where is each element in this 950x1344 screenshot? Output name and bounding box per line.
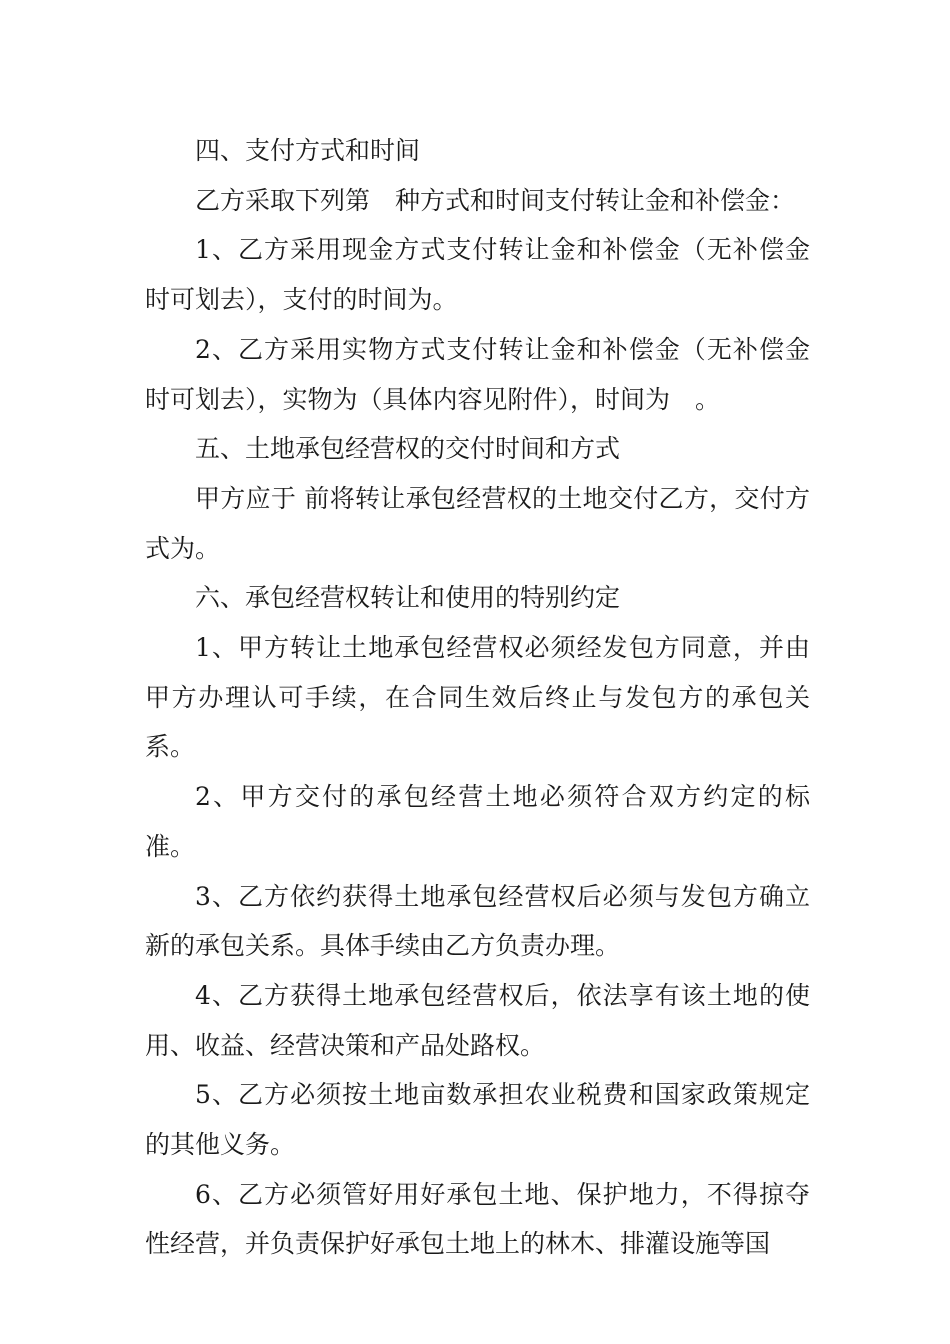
section-heading-delivery: 五、土地承包经营权的交付时间和方式 — [195, 434, 621, 464]
paragraph: 3、乙方依约获得土地承包经营权后必须与发包方确立新的承包关系。具体手续由乙方负责办理。 — [145, 881, 810, 961]
paragraph: 4、乙方获得土地承包经营权后，依法享有该土地的使用、收益、经营决策和产品处路权。 — [145, 980, 810, 1060]
paragraph: 甲方应于 前将转让承包经营权的土地交付乙方，交付方式为。 — [145, 483, 810, 563]
section-heading-special-terms: 六、承包经营权转让和使用的特别约定 — [195, 583, 621, 613]
paragraph: 5、乙方必须按土地亩数承担农业税费和国家政策规定的其他义务。 — [145, 1080, 810, 1160]
paragraph: 2、乙方采用实物方式支付转让金和补偿金（无补偿金时可划去），实物为（具体内容见附件），时间为 。 — [145, 334, 810, 414]
paragraph: 2、甲方交付的承包经营土地必须符合双方约定的标准。 — [145, 782, 810, 861]
paragraph: 6、乙方必须管好用好承包土地、保护地力，不得掠夺性经营，并负责保护好承包土地上的林木、排灌设施等国 — [145, 1179, 810, 1259]
paragraph: 1、甲方转让土地承包经营权必须经发包方同意，并由甲方办理认可手续，在合同生效后终止与发包方的承包关系。 — [145, 633, 810, 762]
section-heading-payment: 四、支付方式和时间 — [195, 136, 421, 165]
paragraph: 1、乙方采用现金方式支付转让金和补偿金（无补偿金时可划去），支付的时间为。 — [145, 235, 810, 315]
document-body — [145, 126, 810, 1269]
paragraph: 乙方采取下列第 种方式和时间支付转让金和补偿金： — [195, 185, 796, 215]
